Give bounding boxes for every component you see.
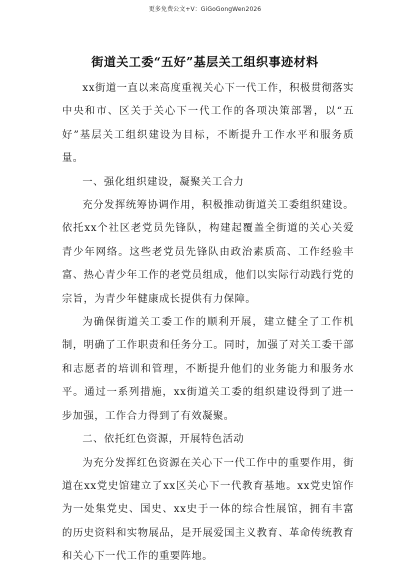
document-title: 街道关工委“五好”基层关工组织事迹材料: [91, 55, 319, 69]
section-1-paragraph-2: 为确保街道关工委工作的顺利开展，建立健全了工作机制，明确了工作职责和任务分工。同时，加强了对关工委干部和志愿者的培训和管理，不断提升他们的业务能力和服务水平。通过一系列措施，xx街道关工委的组织建设得到了进一步加强，工作合力得到了有效凝聚。: [62, 317, 354, 422]
header-note: 更多免费公文+V：GiGoGongWen2026: [148, 6, 262, 13]
intro-paragraph: xx街道一直以来高度重视关心下一代工作，积极贯彻落实中央和市、区关于关心下一代工作的各项决策部署，以“五好”基层关工组织建设为目标，不断提升工作水平和服务质量。: [62, 83, 354, 165]
section-heading-2: 二、依托红色资源，开展特色活动: [82, 434, 245, 446]
document-body: [62, 77, 354, 569]
section-heading-1: 一、强化组织建设，凝聚关工合力: [82, 176, 245, 188]
section-2-paragraph-1: 为充分发挥红色资源在关心下一代工作中的重要作用，街道在xx党史馆建立了xx区关心下一代教育基地。xx党史馆作为一处集党史、国史、xx史于一体的综合性展馆，拥有丰富的历史资料和实物展品，是开展爱国主义教育、革命传统教育和关心下一代工作的重要阵地。: [62, 457, 354, 563]
section-1-paragraph-1: 充分发挥统筹协调作用，积极推动街道关工委组织建设。依托xx个社区老党员先锋队，构建起覆盖全街道的关心关爱青少年网络。这些老党员先锋队由政治素质高、工作经验丰富、热心青少年工作的老党员组成，他们以实际行动践行党的宗旨，为青少年健康成长提供有力保障。: [62, 200, 354, 305]
